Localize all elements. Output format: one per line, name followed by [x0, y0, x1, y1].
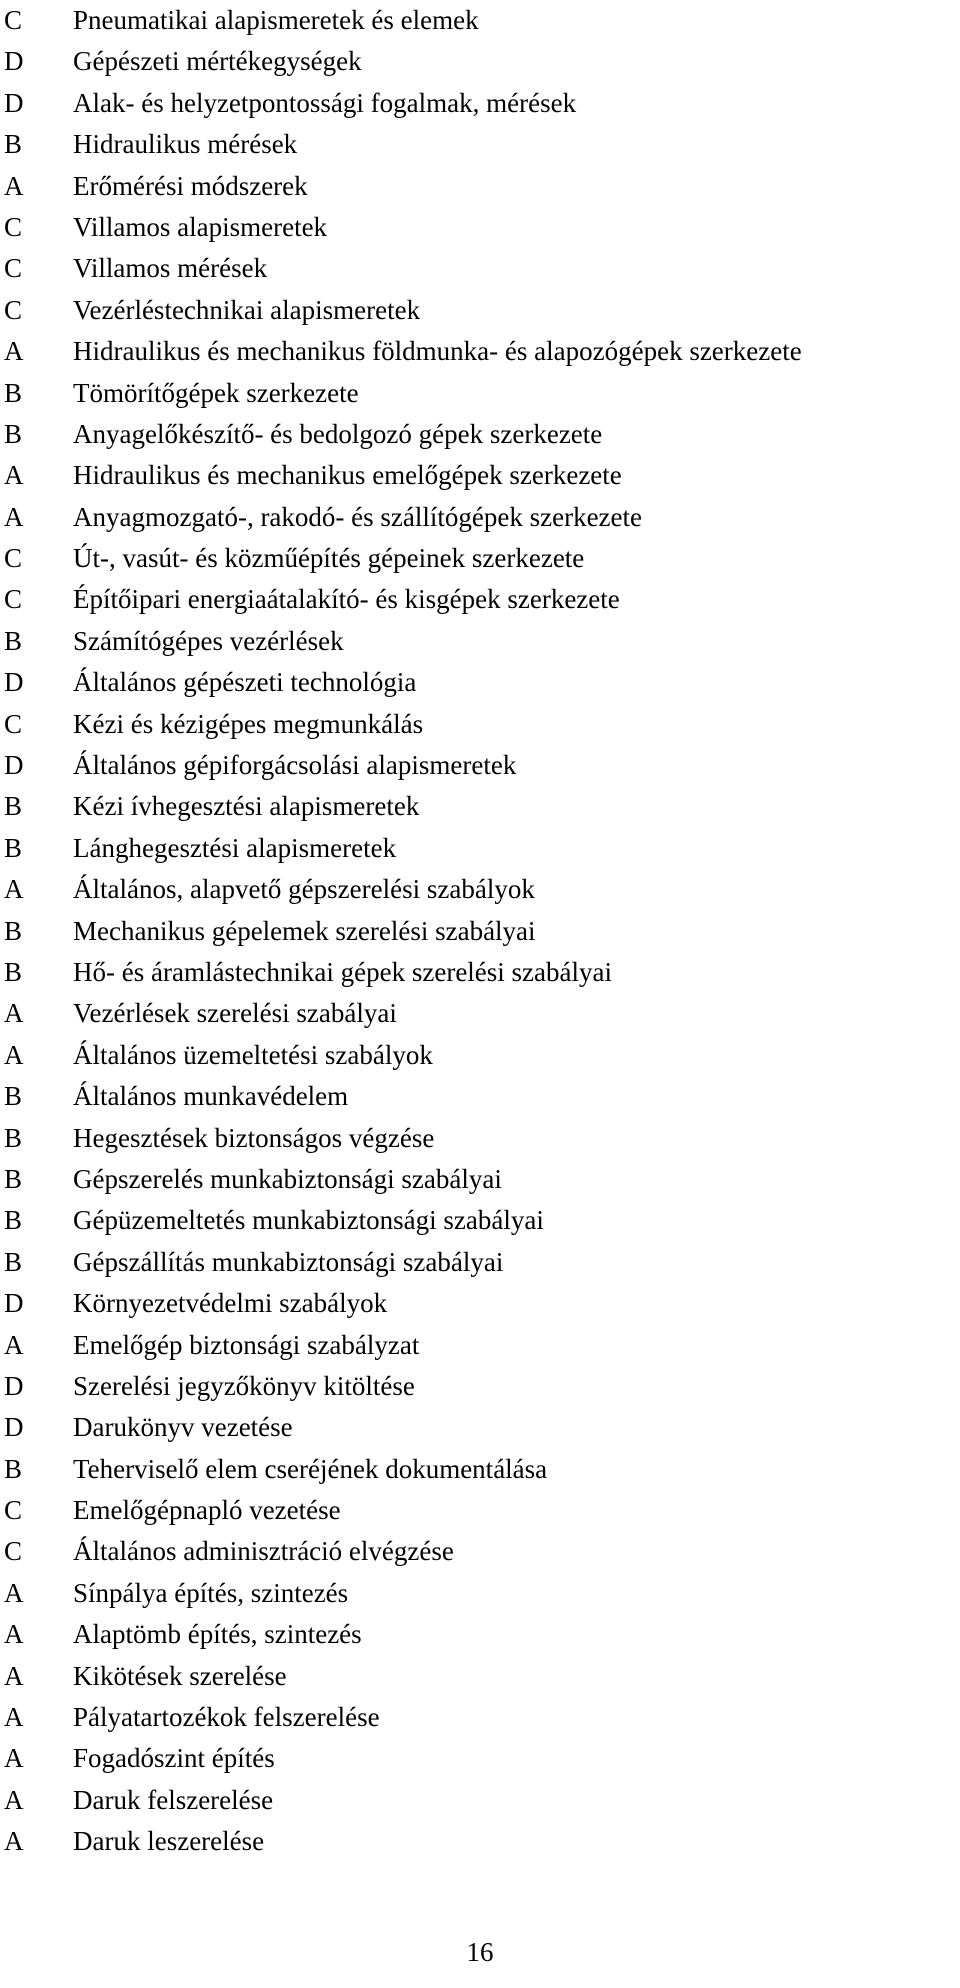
level-code: D: [4, 46, 24, 77]
item-title: Anyagmozgató-, rakodó- és szállítógépek szerkezete: [73, 501, 643, 532]
level-code: C: [4, 1536, 23, 1567]
item-title: Alak- és helyzetpontossági fogalmak, mérések: [73, 87, 577, 118]
level-code: B: [4, 1246, 23, 1277]
list-item: [0, 1738, 960, 1779]
list-item: [0, 1076, 960, 1117]
level-code: C: [4, 584, 23, 615]
list-item: [0, 455, 960, 496]
level-code: A: [4, 336, 24, 367]
item-title: Gépüzemeltetés munkabiztonsági szabályai: [73, 1205, 544, 1236]
item-title: Sínpálya építés, szintezés: [73, 1577, 349, 1608]
item-title: Emelőgépnapló vezetése: [73, 1495, 341, 1526]
level-code: C: [4, 543, 23, 574]
level-code: B: [4, 129, 23, 160]
list-item: [0, 1407, 960, 1448]
item-title: Vezérléstechnikai alapismeretek: [73, 294, 421, 325]
list-item: [0, 331, 960, 372]
level-code: A: [4, 1784, 24, 1815]
level-code: B: [4, 791, 23, 822]
level-code: A: [4, 170, 24, 201]
level-code: D: [4, 1288, 24, 1319]
level-code: B: [4, 956, 23, 987]
item-title: Kikötések szerelése: [73, 1660, 287, 1691]
item-title: Darukönyv vezetése: [73, 1412, 293, 1443]
list-item: [0, 1531, 960, 1572]
level-code: A: [4, 1329, 24, 1360]
item-title: Vezérlések szerelési szabályai: [73, 998, 397, 1029]
item-title: Kézi ívhegesztési alapismeretek: [73, 791, 420, 822]
list-item: [0, 290, 960, 331]
list-item: [0, 869, 960, 910]
item-title: Mechanikus gépelemek szerelési szabályai: [73, 915, 536, 946]
list-item: [0, 1697, 960, 1738]
item-title: Környezetvédelmi szabályok: [73, 1288, 388, 1319]
list-item: [0, 745, 960, 786]
level-code: A: [4, 1619, 24, 1650]
level-code: A: [4, 460, 24, 491]
list-item: [0, 1035, 960, 1076]
list-item: [0, 1490, 960, 1531]
level-code: B: [4, 418, 23, 449]
item-title: Hidraulikus és mechanikus földmunka- és alapozógépek szerkezete: [73, 336, 802, 367]
level-code: B: [4, 1081, 23, 1112]
level-code: A: [4, 1577, 24, 1608]
list-item: [0, 1780, 960, 1821]
item-title: Hidraulikus mérések: [73, 129, 298, 160]
item-title: Általános gépiforgácsolási alapismeretek: [73, 750, 517, 781]
item-title: Kézi és kézigépes megmunkálás: [73, 708, 424, 739]
list-item: [0, 786, 960, 827]
list-item: [0, 497, 960, 538]
list-item: [0, 373, 960, 414]
list-item: [0, 414, 960, 455]
item-title: Emelőgép biztonsági szabályzat: [73, 1329, 420, 1360]
list-item: [0, 166, 960, 207]
list-item: [0, 1366, 960, 1407]
list-item: [0, 538, 960, 579]
list-item: [0, 1200, 960, 1241]
item-title: Pályatartozékok felszerelése: [73, 1702, 380, 1733]
level-code: D: [4, 87, 24, 118]
level-code: C: [4, 1495, 23, 1526]
level-code: D: [4, 750, 24, 781]
item-title: Általános, alapvető gépszerelési szabályok: [73, 874, 535, 905]
list-item: [0, 1449, 960, 1490]
list-item: [0, 662, 960, 703]
item-title: Pneumatikai alapismeretek és elemek: [73, 5, 479, 35]
list-item: [0, 1159, 960, 1200]
item-title: Gépszállítás munkabiztonsági szabályai: [73, 1246, 504, 1277]
item-title: Szerelési jegyzőkönyv kitöltése: [73, 1370, 415, 1401]
level-code: A: [4, 998, 24, 1029]
level-code: B: [4, 1163, 23, 1194]
item-title: Építőipari energiaátalakító- és kisgépek szerkezete: [73, 584, 620, 615]
level-code: B: [4, 625, 23, 656]
item-title: Gépészeti mértékegységek: [73, 46, 362, 77]
list-item: [0, 1242, 960, 1283]
list-item: [0, 993, 960, 1034]
level-code: A: [4, 1660, 24, 1691]
item-title: Tömörítőgépek szerkezete: [73, 377, 359, 408]
list-item: [0, 621, 960, 662]
level-code: D: [4, 1370, 24, 1401]
level-code: A: [4, 1743, 24, 1774]
level-code: B: [4, 377, 23, 408]
level-code: C: [4, 708, 23, 739]
level-code: B: [4, 1122, 23, 1153]
item-title: Erőmérési módszerek: [73, 170, 308, 201]
list-item: [0, 124, 960, 165]
level-code: C: [4, 253, 23, 284]
level-code: A: [4, 501, 24, 532]
item-title: Gépszerelés munkabiztonsági szabályai: [73, 1163, 502, 1194]
item-title: Daruk felszerelése: [73, 1784, 274, 1815]
list-item: [0, 207, 960, 248]
item-title: Általános adminisztráció elvégzése: [73, 1536, 454, 1567]
list-item: [0, 0, 960, 41]
list-item: [0, 1283, 960, 1324]
level-code: C: [4, 211, 23, 242]
level-code: A: [4, 874, 24, 905]
level-code: D: [4, 1412, 24, 1443]
item-title: Villamos alapismeretek: [73, 211, 328, 242]
level-code: C: [4, 294, 23, 325]
item-title: Villamos mérések: [73, 253, 268, 284]
item-title: Általános üzemeltetési szabályok: [73, 1039, 433, 1070]
level-code: B: [4, 915, 23, 946]
item-title: Daruk leszerelése: [73, 1826, 265, 1857]
item-title: Általános munkavédelem: [73, 1081, 349, 1112]
list-item: [0, 704, 960, 745]
item-title: Út-, vasút- és közműépítés gépeinek szerkezete: [73, 543, 585, 574]
item-title: Fogadószint építés: [73, 1743, 275, 1774]
item-title: Hegesztések biztonságos végzése: [73, 1122, 435, 1153]
list-item: [0, 41, 960, 82]
list-item: [0, 83, 960, 124]
item-title: Általános gépészeti technológia: [73, 667, 417, 698]
item-title: Hidraulikus és mechanikus emelőgépek szerkezete: [73, 460, 622, 491]
list-item: [0, 1118, 960, 1159]
item-title: Alaptömb építés, szintezés: [73, 1619, 362, 1650]
list-item: [0, 579, 960, 620]
list-item: [0, 1573, 960, 1614]
level-code: B: [4, 832, 23, 863]
item-title: Számítógépes vezérlések: [73, 625, 344, 656]
item-title: Anyagelőkészítő- és bedolgozó gépek szerkezete: [73, 418, 603, 449]
list-item: [0, 1325, 960, 1366]
level-code: D: [4, 667, 24, 698]
level-code: B: [4, 1205, 23, 1236]
level-code: B: [4, 1453, 23, 1484]
list-item: [0, 952, 960, 993]
level-code: A: [4, 1039, 24, 1070]
level-code: A: [4, 1702, 24, 1733]
item-title: Hő- és áramlástechnikai gépek szerelési szabályai: [73, 956, 612, 987]
item-title: Teherviselő elem cseréjének dokumentálása: [73, 1453, 548, 1484]
list-item: [0, 1614, 960, 1655]
list-item: [0, 911, 960, 952]
list-item: [0, 1821, 960, 1862]
level-code: A: [4, 1826, 24, 1857]
list-item: [0, 1656, 960, 1697]
level-code: C: [4, 5, 23, 35]
list-item: [0, 828, 960, 869]
list-item: [0, 248, 960, 289]
item-title: Lánghegesztési alapismeretek: [73, 832, 397, 863]
page-number: 16: [466, 1937, 494, 1967]
